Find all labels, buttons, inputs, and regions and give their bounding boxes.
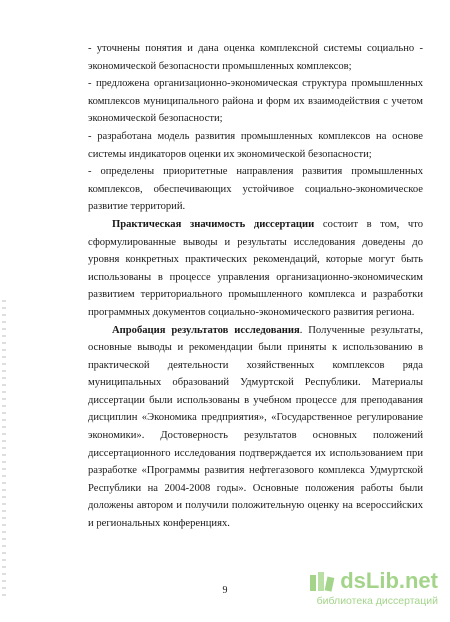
- paragraph-bullet-4: - определены приоритетные направления развития промышленных комплексов, обеспечивающих устойчивое социально-экономическое развитие территорий.: [88, 166, 423, 213]
- paragraph-bullet-2: - предложена организационно-экономическая структура промышленных комплексов муниципального района и форм их взаимодействия с учетом экономической безопасности;: [88, 78, 423, 125]
- body-text: [88, 40, 423, 533]
- watermark: [288, 569, 438, 614]
- paragraph-bullet-3: - разработана модель развития промышленных комплексов на основе системы индикаторов оценки их экономической безопасности;: [88, 130, 423, 160]
- paragraph-lead-practical: Практическая значимость диссертации: [112, 218, 315, 230]
- paragraph-body-approbation: . Полученные результаты, основные выводы и рекомендации были приняты к использованию в практической деятельности хозяйственных комплексов ряда муниципальных образований Удмуртской Республики. Материалы диссертации были использованы в учебном процессе для преподавания дисциплин «Экономика предприятия», «Государственное регулирование экономики». Достоверность результатов основных положений диссертационного исследования подтверждается их использованием при разработке «Программы развития нефтегазового комплекса Удмуртской Республики на 2004-2008 годы». Основные положения работы были доложены автором и получили положительную оценку на всероссийских и региональных конференциях.: [88, 324, 423, 530]
- books-icon: [308, 569, 336, 593]
- paragraph-practical-significance: [88, 216, 423, 322]
- watermark-tagline: библиотека диссертаций: [316, 595, 438, 607]
- watermark-logo: [288, 569, 438, 593]
- scan-edge-artifact: [2, 300, 6, 600]
- paragraph-body-practical: состоит в том, что сформулированные выводы и результаты исследования доведены до уровня конкретных практических рекомендаций, которые могут быть использованы в процессе управления организационно-экономическим развитием территориального промышленного комплекса и разработки программных документов социально-экономического развития региона.: [88, 218, 423, 318]
- paragraph-bullet-1: - уточнены понятия и дана оценка комплексной системы социально - экономической безопасности промышленных комплексов;: [88, 43, 423, 72]
- paragraph-lead-approbation: Апробация результатов исследования: [112, 324, 300, 336]
- watermark-logo-text: dsLib.net: [340, 568, 438, 593]
- paragraph-approbation: [88, 322, 423, 533]
- page-number: 9: [222, 585, 228, 596]
